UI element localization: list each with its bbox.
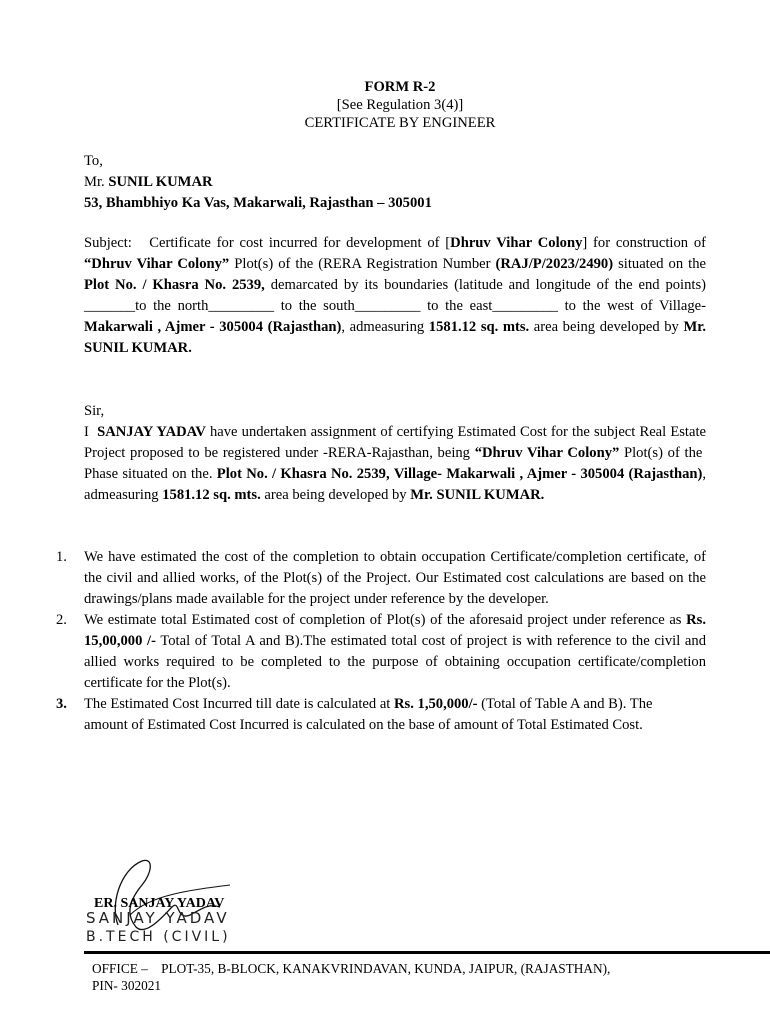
body-text: area being developed by xyxy=(260,487,411,503)
list-item xyxy=(56,610,706,694)
regulation-reference: [See Regulation 3(4)] xyxy=(336,97,464,113)
body-text: , admeasuring xyxy=(84,466,706,503)
subject-text: ] for construction of xyxy=(582,235,707,251)
list-item-number: 3. xyxy=(56,696,67,712)
plot-number: Plot No. / Khasra No. 2539, xyxy=(216,466,390,482)
plot-number: Plot No. / Khasra No. 2539, xyxy=(84,277,265,293)
village-location: Makarwali , Ajmer - 305004 (Rajasthan) xyxy=(84,319,342,335)
subject-text: area being developed by xyxy=(529,319,684,335)
plot-area: 1581.12 sq. mts. xyxy=(162,487,261,503)
body-text: have undertaken assignment of certifying Estimated Cost for the subject Real Estate Project proposed to be registered under -RERA-Rajasthan, being xyxy=(84,424,706,461)
subject-text: situated on the xyxy=(613,256,706,272)
stamp-degree: B.TECH (CIVIL) xyxy=(86,929,231,945)
stamp-name: SANJAY YADAV xyxy=(86,909,230,927)
footer-divider xyxy=(84,951,770,954)
plot-area: 1581.12 sq. mts. xyxy=(428,319,530,335)
village-location: Village- Makarwali , Ajmer - 305004 (Rajasthan) xyxy=(393,466,703,482)
office-pin-line: PIN- 302021 xyxy=(92,978,162,993)
cost-incurred-amount: Rs. 1,50,000/- xyxy=(394,696,478,712)
salutation: Sir, xyxy=(84,403,105,419)
addressee-name: SUNIL KUMAR xyxy=(108,174,213,190)
form-header xyxy=(0,78,770,132)
list-item-text: (Total of Table A and B). The amount of Estimated Cost Incurred is calculated on the base of amount of Total Estimated Cost. xyxy=(84,696,653,733)
project-name-quoted: “Dhruv Vihar Colony” xyxy=(84,256,230,272)
developer-name: Mr. SUNIL KUMAR. xyxy=(84,319,707,356)
addressee-prefix: Mr. xyxy=(84,174,105,190)
addressee-address: 53, Bhambhiyo Ka Vas, Makarwali, Rajasthan – 305001 xyxy=(84,195,432,211)
addressee-address-line xyxy=(84,193,706,214)
list-item-text: Total of Total A and B).The estimated total cost of project is with reference to the civil and allied works required to be completed to the purpose of obtaining occupation certificate/completion certificate for the Plot(s). xyxy=(84,633,706,691)
to-label: To, xyxy=(84,153,103,169)
list-item-number: 2. xyxy=(56,612,67,628)
form-title: FORM R-2 xyxy=(364,79,436,95)
engineer-name: SANJAY YADAV xyxy=(97,424,206,440)
subject-paragraph xyxy=(84,233,706,359)
signature-area xyxy=(80,855,280,950)
developer-name: Mr. SUNIL KUMAR. xyxy=(410,487,545,503)
list-item-text: We estimate total Estimated cost of completion of Plot(s) of the aforesaid project under reference as xyxy=(84,612,687,628)
subject-text: Plot(s) of the (RERA Registration Number xyxy=(229,256,496,272)
subject-text: , admeasuring xyxy=(341,319,429,335)
body-text: Plot(s) of the Phase situated on the. xyxy=(84,445,706,482)
list-item xyxy=(56,547,706,610)
numbered-list xyxy=(56,547,706,736)
addressee-name-line xyxy=(84,172,706,193)
subject-text: Subject: Certificate for cost incurred for development of [ xyxy=(84,235,451,251)
list-item xyxy=(56,694,689,736)
list-item-text: We have estimated the cost of the completion to obtain occupation Certificate/completion certificate, of the civil and allied works, of the Plot(s) of the Project. Our Estimated cost calculations are based on the drawings/plans made available for the project under reference by the developer. xyxy=(84,549,706,607)
subject-text: demarcated by its boundaries (latitude and longitude of the end points) _______to the north_________ to the south_________ to the east_________ to the west of Village- xyxy=(84,277,707,314)
project-name-quoted: “Dhruv Vihar Colony” xyxy=(474,445,620,461)
signatory-name: ER. SANJAY YADAV xyxy=(94,896,225,911)
body-paragraph xyxy=(84,401,706,506)
body-text: I xyxy=(84,424,98,440)
rera-registration-number: (RAJ/P/2023/2490) xyxy=(495,256,614,272)
certificate-title: CERTIFICATE BY ENGINEER xyxy=(304,115,496,131)
project-name: Dhruv Vihar Colony xyxy=(450,235,583,251)
list-item-number: 1. xyxy=(56,549,67,565)
office-address-footer xyxy=(92,960,732,994)
office-address-line: OFFICE – PLOT-35, B-BLOCK, KANAKVRINDAVAN, KUNDA, JAIPUR, (RAJASTHAN), xyxy=(92,961,611,976)
engineer-statement xyxy=(84,422,706,506)
total-estimated-cost: Rs. 15,00,000 /- xyxy=(84,612,706,649)
addressee-block xyxy=(84,151,706,214)
list-item-text: The Estimated Cost Incurred till date is calculated at xyxy=(84,696,395,712)
